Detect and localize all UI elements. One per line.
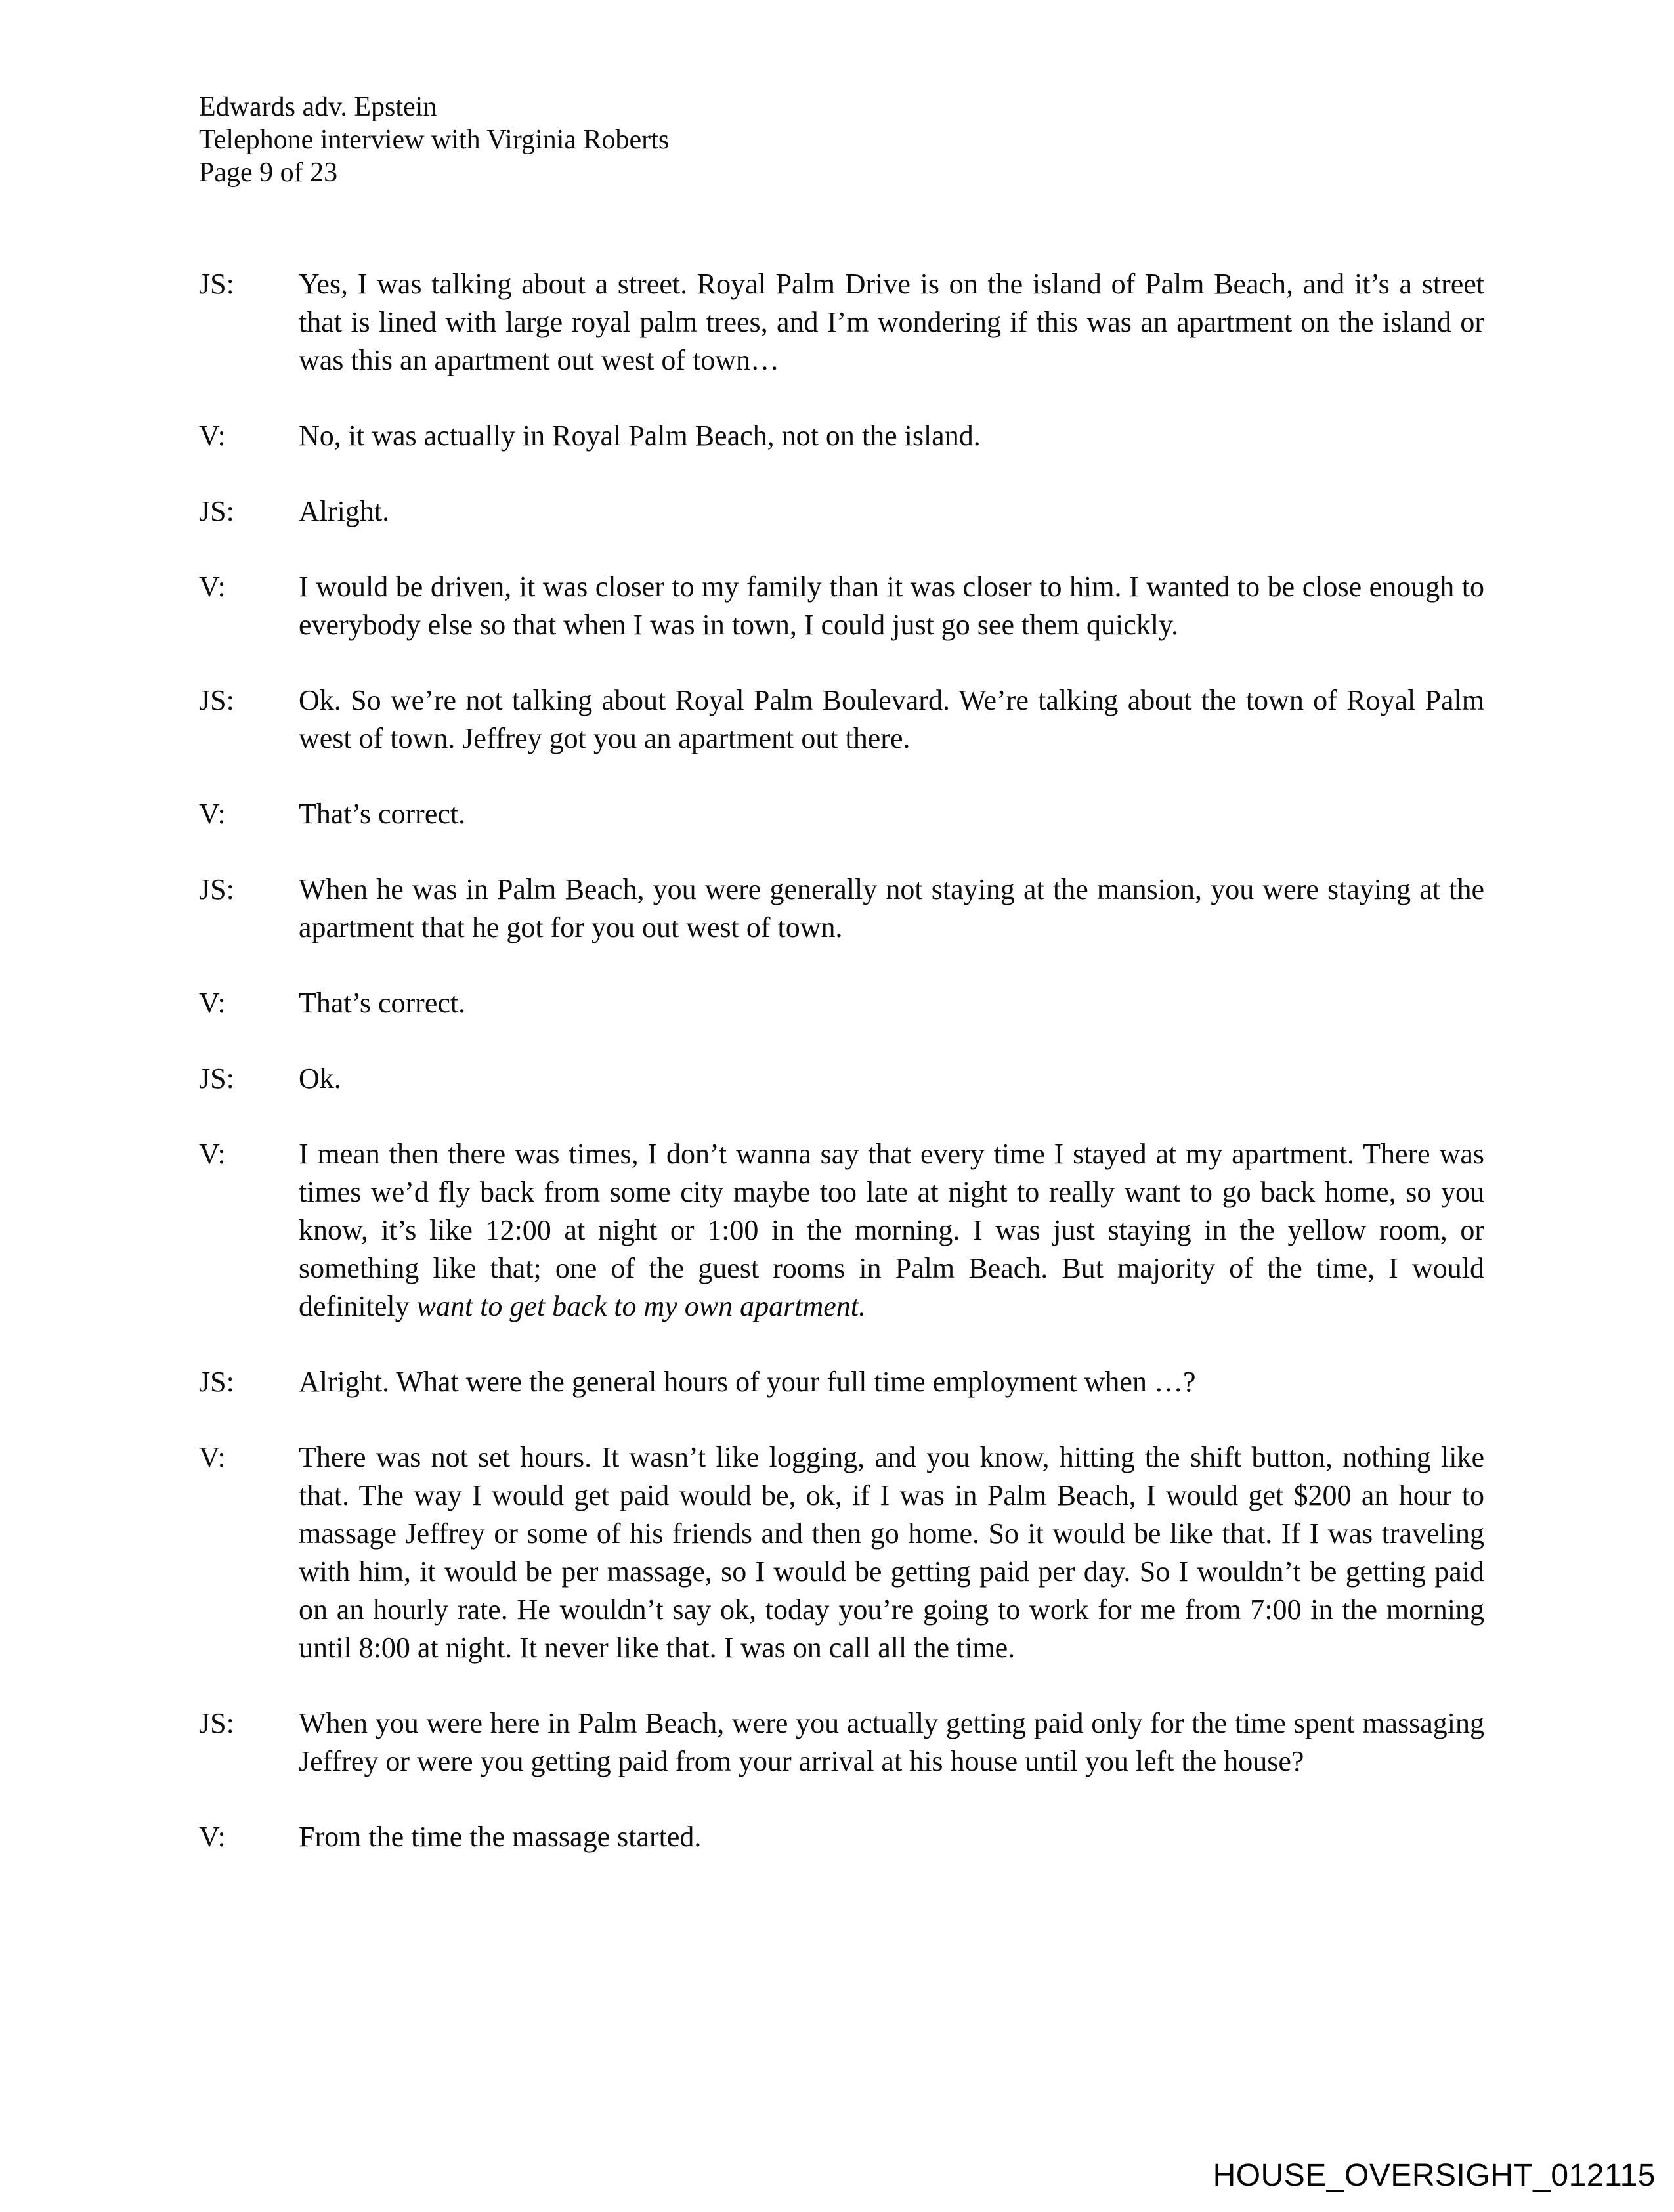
speaker-label: JS: (199, 873, 234, 905)
utterance-text: When he was in Palm Beach, you were generally not staying at the mansion, you were staying at the apartment that he got for you out west of town. (299, 873, 1484, 943)
dialogue-turn (199, 984, 1484, 1022)
dialogue-turn (199, 1363, 1484, 1401)
utterance-text: There was not set hours. It wasn’t like logging, and you know, hitting the shift button, nothing like that. The way I would get paid would be, ok, if I was in Palm Beach, I would get $200 an hour to massage Jeffrey or some of his friends and then go home. So it would be like that. If I was traveling with him, it would be per massage, so I would be getting paid per day. So I wouldn’t be getting paid on an hourly rate. He wouldn’t say ok, today you’re going to work for me from 7:00 in the morning until 8:00 at night. It never like that. I was on call all the time. (299, 1441, 1484, 1664)
page-number: Page 9 of 23 (199, 158, 338, 188)
utterance-text: That’s correct. (299, 798, 466, 830)
dialogue-turn (199, 1439, 1484, 1667)
utterance-text: No, it was actually in Royal Palm Beach, not on the island. (299, 420, 981, 452)
speaker-label: JS: (199, 495, 234, 527)
document-title: Telephone interview with Virginia Roberts (199, 125, 670, 155)
speaker-label: V: (199, 420, 226, 452)
speaker-label: JS: (199, 1366, 234, 1398)
speaker-label: JS: (199, 684, 234, 716)
transcript-body (199, 265, 1484, 1894)
dialogue-turn (199, 492, 1484, 531)
case-title: Edwards adv. Epstein (199, 92, 437, 122)
speaker-label: V: (199, 1138, 226, 1170)
bates-stamp: HOUSE_OVERSIGHT_012115 (1213, 2158, 1656, 2193)
dialogue-turn (199, 871, 1484, 947)
document-header (199, 91, 669, 189)
utterance-text: I mean then there was times, I don’t wanna say that every time I stayed at my apartment. There was times we’d fly back from some city maybe too late at night to really want to go back home, so you know, it’s like 12:00 at night or 1:00 in the morning. I was just staying in the yellow room, or something like that; one of the guest rooms in Palm Beach. But majority of the time, I would definitely want to get back to my own apartment. (299, 1138, 1484, 1322)
speaker-label: JS: (199, 1062, 234, 1095)
utterance-text: That’s correct. (299, 987, 466, 1019)
dialogue-turn (199, 682, 1484, 758)
speaker-label: V: (199, 571, 226, 603)
dialogue-turn (199, 1704, 1484, 1781)
dialogue-turn (199, 1135, 1484, 1326)
speaker-label: V: (199, 987, 226, 1019)
dialogue-turn (199, 795, 1484, 833)
utterance-text: Alright. (299, 495, 390, 527)
utterance-text: Ok. So we’re not talking about Royal Palm Boulevard. We’re talking about the town of Royal Palm west of town. Jeffrey got you an apartment out there. (299, 684, 1484, 754)
utterance-text: From the time the massage started. (299, 1821, 702, 1853)
speaker-label: JS: (199, 1707, 234, 1739)
speaker-label: V: (199, 798, 226, 830)
utterance-text: Ok. (299, 1062, 341, 1095)
utterance-text: Alright. What were the general hours of your full time employment when …? (299, 1366, 1196, 1398)
dialogue-turn (199, 1060, 1484, 1098)
utterance-text: Yes, I was talking about a street. Royal Palm Drive is on the island of Palm Beach, and it’s a street that is lined with large royal palm trees, and I’m wondering if this was an apartment on the island or was this an apartment out west of town… (299, 268, 1484, 376)
utterance-text: I would be driven, it was closer to my family than it was closer to him. I wanted to be close enough to everybody else so that when I was in town, I could just go see them quickly. (299, 571, 1484, 641)
dialogue-turn (199, 265, 1484, 380)
speaker-label: JS: (199, 268, 234, 300)
utterance-text: When you were here in Palm Beach, were you actually getting paid only for the time spent massaging Jeffrey or were you getting paid from your arrival at his house until you left the house? (299, 1707, 1484, 1777)
speaker-label: V: (199, 1821, 226, 1853)
dialogue-turn (199, 417, 1484, 455)
dialogue-turn (199, 1818, 1484, 1856)
speaker-label: V: (199, 1441, 226, 1473)
dialogue-turn (199, 568, 1484, 644)
